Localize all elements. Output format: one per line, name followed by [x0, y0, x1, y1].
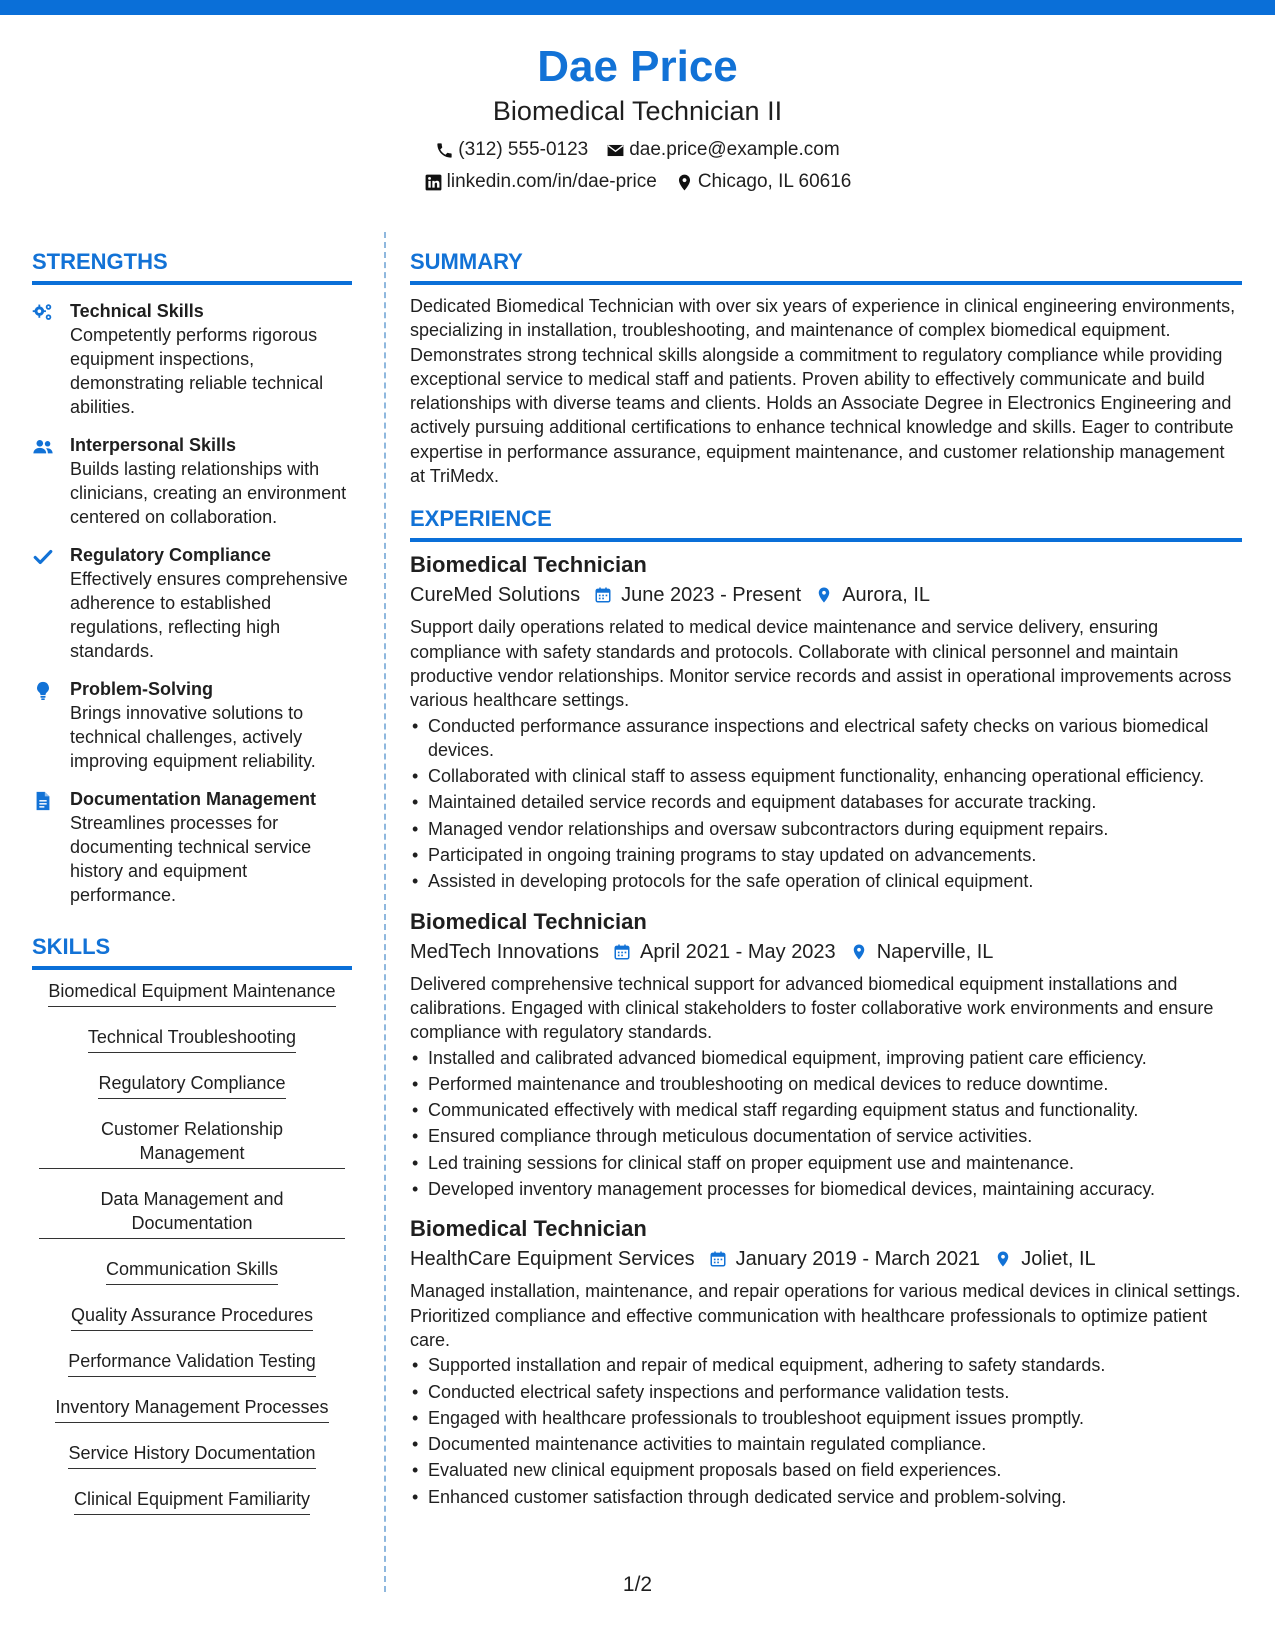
bullet-item: • Collaborated with clinical staff to assess equipment functionality, enhancing operational efficiency.: [410, 764, 1242, 788]
job-bullets: [410, 1353, 1242, 1509]
summary-heading: SUMMARY: [410, 248, 1242, 285]
calendar-icon: [613, 943, 631, 961]
skill-item: Data Management and Documentation: [39, 1187, 345, 1239]
strength-title: Technical Skills: [70, 301, 204, 321]
skill-item: Service History Documentation: [68, 1441, 315, 1469]
skills-list: [32, 979, 352, 1533]
candidate-name: Dae Price: [537, 42, 738, 91]
strength-item: [32, 543, 352, 663]
calendar-icon: [594, 586, 612, 604]
map-pin-icon: [850, 943, 868, 961]
bullet-item: • Installed and calibrated advanced biomedical equipment, improving patient care efficiency.: [410, 1046, 1242, 1070]
bullet-item: • Evaluated new clinical equipment proposals based on field experiences.: [410, 1458, 1242, 1482]
strength-description: Effectively ensures comprehensive adherence to established regulations, reflecting high standards.: [70, 569, 348, 661]
job-description: Support daily operations related to medical device maintenance and service delivery, ensuring compliance with safety standards and protocols. Collaborate with clinical personnel and maintain productive vendor relationships. Monitor service records and assist in operational improvements across various healthcare settings.: [410, 617, 1232, 711]
phone-icon: [435, 141, 454, 160]
resume-header: [0, 40, 1275, 194]
right-column: [410, 248, 1242, 1511]
phone-contact: [435, 138, 588, 162]
skill-item: Technical Troubleshooting: [88, 1025, 296, 1053]
strength-title: Problem-Solving: [70, 679, 214, 699]
strength-description: Streamlines processes for documenting technical service history and equipment performance.: [70, 813, 312, 905]
job-entry: [410, 1215, 1242, 1509]
job-location: Aurora, IL: [842, 584, 931, 607]
bullet-item: • Participated in ongoing training programs to stay updated on advancements.: [410, 843, 1242, 867]
strength-item: [32, 787, 352, 907]
top-accent-bar: [0, 0, 1275, 15]
bullet-item: • Supported installation and repair of medical equipment, adhering to safety standards.: [410, 1353, 1242, 1377]
job-dates: June 2023 - Present: [621, 584, 802, 607]
bullet-item: • Managed vendor relationships and oversaw subcontractors during equipment repairs.: [410, 817, 1242, 841]
map-pin-icon: [994, 1250, 1012, 1268]
location-contact: [675, 170, 852, 194]
left-column: [32, 248, 352, 1533]
linkedin-url[interactable]: linkedin.com/in/dae-price: [446, 171, 657, 192]
contact-row-1: [0, 138, 1275, 162]
job-dates: January 2019 - March 2021: [735, 1248, 981, 1271]
bullet-item: • Assisted in developing protocols for the safe operation of clinical equipment.: [410, 869, 1242, 893]
job-entry: [410, 551, 1242, 893]
experience-heading: EXPERIENCE: [410, 505, 1242, 542]
job-meta: [410, 1245, 1242, 1273]
bullet-item: • Developed inventory management processes for biomedical devices, maintaining accuracy.: [410, 1177, 1242, 1201]
skill-item: Regulatory Compliance: [98, 1071, 285, 1099]
phone-number: (312) 555-0123: [458, 139, 589, 160]
page-number: 1/2: [622, 1573, 653, 1596]
strengths-heading: STRENGTHS: [32, 248, 352, 285]
job-role: Biomedical Technician: [410, 552, 647, 578]
skill-item: Customer Relationship Management: [39, 1117, 345, 1169]
skill-item: Biomedical Equipment Maintenance: [48, 979, 335, 1007]
candidate-title: Biomedical Technician II: [492, 96, 783, 126]
job-dates: April 2021 - May 2023: [640, 940, 836, 963]
check-icon: [32, 546, 54, 568]
job-description: Delivered comprehensive technical support for advanced biomedical equipment installations and calibrations. Engaged with clinical stakeholders to foster collaborative work environments and ensure compliance with regulatory standards.: [410, 973, 1214, 1043]
job-entry: [410, 908, 1242, 1202]
map-pin-icon: [675, 173, 694, 192]
users-icon: [32, 436, 54, 458]
bullet-item: • Led training sessions for clinical staff on proper equipment use and maintenance.: [410, 1151, 1242, 1175]
linkedin-contact: [424, 170, 657, 194]
job-description: Managed installation, maintenance, and repair operations for various medical devices in clinical settings. Prioritized compliance and effective communication with healthcare professionals to optimize patient care.: [410, 1281, 1241, 1350]
strength-item: [32, 299, 352, 419]
bullet-item: • Conducted electrical safety inspections and performance validation tests.: [410, 1380, 1242, 1404]
skill-item: Communication Skills: [106, 1257, 278, 1285]
job-bullets: [410, 1046, 1242, 1202]
lightbulb-icon: [32, 680, 54, 702]
email-contact: [606, 138, 839, 162]
linkedin-icon: [424, 173, 443, 192]
calendar-icon: [709, 1250, 727, 1268]
bullet-item: • Conducted performance assurance inspections and electrical safety checks on various biomedical devices.: [410, 714, 1242, 763]
gears-icon: [32, 302, 54, 324]
job-bullets: [410, 714, 1242, 894]
job-location: Naperville, IL: [876, 940, 994, 963]
job-role: Biomedical Technician: [410, 908, 647, 934]
job-company: HealthCare Equipment Services: [410, 1248, 695, 1271]
bullet-item: • Performed maintenance and troubleshooting on medical devices to reduce downtime.: [410, 1072, 1242, 1096]
bullet-item: • Engaged with healthcare professionals to troubleshoot equipment issues promptly.: [410, 1406, 1242, 1430]
summary-text: Dedicated Biomedical Technician with over six years of experience in clinical engineering environments, specializing in installation, troubleshooting, and maintenance of complex biomedical equipment. Demonstrates strong technical skills alongside a commitment to regulatory compliance while providing exceptional service to medical staff and patients. Proven ability to effectively communicate and build relationships with diverse teams and clients. Holds an Associate Degree in Electronics Engineering and actively pursuing additional certifications to enhance technical knowledge and skills. Eager to contribute expertise in performance assurance, equipment maintenance, and customer relationship management at TriMedx.: [410, 296, 1236, 487]
job-company: MedTech Innovations: [410, 940, 600, 963]
column-divider: [384, 232, 386, 1592]
strength-description: Competently performs rigorous equipment inspections, demonstrating reliable technical abilities.: [70, 325, 324, 417]
strength-item: [32, 677, 352, 773]
skill-item: Performance Validation Testing: [68, 1349, 315, 1377]
map-pin-icon: [815, 586, 833, 604]
bullet-item: • Maintained detailed service records and equipment databases for accurate tracking.: [410, 790, 1242, 814]
document-icon: [32, 790, 54, 812]
strength-item: [32, 433, 352, 529]
job-company: CureMed Solutions: [410, 584, 581, 607]
skill-item: Inventory Management Processes: [55, 1395, 328, 1423]
strength-title: Regulatory Compliance: [70, 545, 272, 565]
skill-item: Quality Assurance Procedures: [71, 1303, 313, 1331]
contact-row-2: [0, 170, 1275, 194]
strength-title: Interpersonal Skills: [70, 435, 237, 455]
email-address[interactable]: dae.price@example.com: [629, 139, 840, 160]
bullet-item: • Enhanced customer satisfaction through dedicated service and problem-solving.: [410, 1485, 1242, 1509]
bullet-item: • Ensured compliance through meticulous documentation of service activities.: [410, 1124, 1242, 1148]
job-location: Joliet, IL: [1021, 1248, 1096, 1271]
job-meta: [410, 581, 1242, 609]
strength-description: Brings innovative solutions to technical challenges, actively improving equipment reliability.: [70, 703, 316, 771]
job-meta: [410, 938, 1242, 966]
skill-item: Clinical Equipment Familiarity: [74, 1487, 310, 1515]
strength-description: Builds lasting relationships with clinicians, creating an environment centered on collaboration.: [70, 459, 347, 527]
bullet-item: • Communicated effectively with medical staff regarding equipment status and functionality.: [410, 1098, 1242, 1122]
envelope-icon: [606, 141, 625, 160]
location-text: Chicago, IL 60616: [697, 171, 852, 192]
bullet-item: • Documented maintenance activities to maintain regulated compliance.: [410, 1432, 1242, 1456]
strength-title: Documentation Management: [70, 789, 317, 809]
job-role: Biomedical Technician: [410, 1216, 647, 1242]
skills-heading: SKILLS: [32, 933, 352, 970]
